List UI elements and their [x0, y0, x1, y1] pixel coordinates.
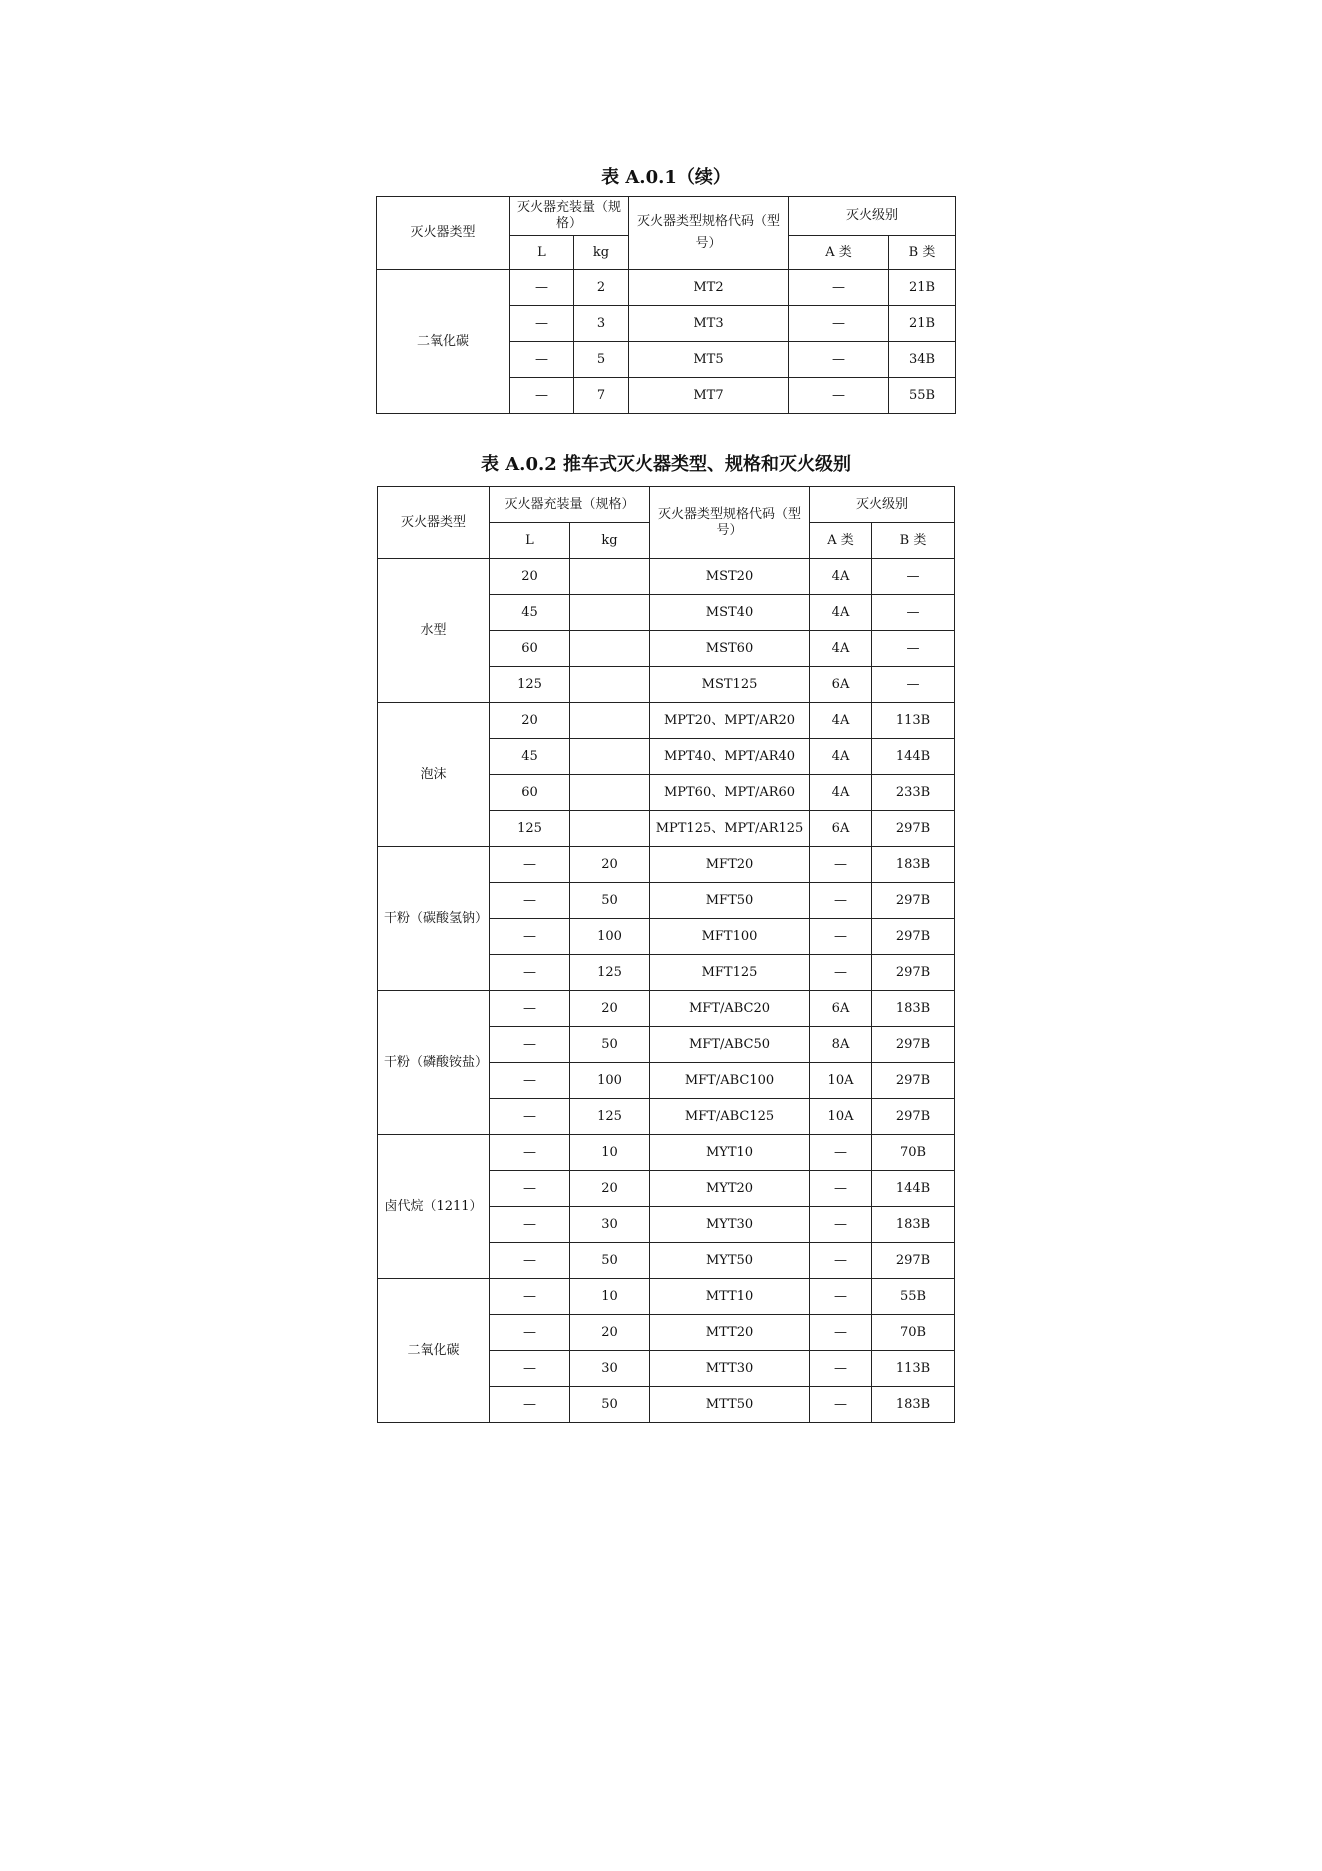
table-cell-l: — — [490, 847, 570, 883]
table-cell-l: — — [510, 342, 574, 378]
table-cell-b: — — [872, 559, 955, 595]
table-cell-code: MFT20 — [650, 847, 810, 883]
table-cell-kg: 125 — [570, 1099, 650, 1135]
table1-header-l: L — [510, 236, 574, 270]
table2-group-type: 干粉（磷酸铵盐） — [378, 991, 490, 1135]
table-cell-l: — — [510, 306, 574, 342]
table-cell-l: — — [510, 270, 574, 306]
table-cell-a: — — [810, 1171, 872, 1207]
table-cell-kg — [570, 631, 650, 667]
table-cell-a: 4A — [810, 631, 872, 667]
table-cell-l: — — [490, 883, 570, 919]
table-cell-a: 10A — [810, 1063, 872, 1099]
table-cell-l: 125 — [490, 667, 570, 703]
table-cell-code: MFT125 — [650, 955, 810, 991]
table-cell-b: 144B — [872, 1171, 955, 1207]
table-row — [378, 1135, 955, 1171]
table-cell-l: — — [490, 919, 570, 955]
table-cell-code: MST40 — [650, 595, 810, 631]
table-cell-kg: 20 — [570, 1171, 650, 1207]
table-cell-code: MST125 — [650, 667, 810, 703]
table-cell-code: MYT50 — [650, 1243, 810, 1279]
table-cell-b: — — [872, 667, 955, 703]
table-cell-a: — — [810, 1243, 872, 1279]
table-cell-kg: 30 — [570, 1207, 650, 1243]
table-cell-kg: 5 — [574, 342, 629, 378]
table2-header-rating: 灭火级别 — [810, 487, 955, 523]
table-cell-a: — — [810, 1387, 872, 1423]
table1-header-capacity: 灭火器充装量（规格） — [510, 197, 629, 236]
table-cell-kg: 20 — [570, 847, 650, 883]
table-cell-b: — — [872, 595, 955, 631]
table2-header-a: A 类 — [810, 523, 872, 559]
table-cell-code: MPT125、MPT/AR125 — [650, 811, 810, 847]
table-cell-a: — — [789, 342, 889, 378]
table-cell-code: MT2 — [629, 270, 789, 306]
table-cell-kg: 20 — [570, 991, 650, 1027]
table-cell-code: MYT10 — [650, 1135, 810, 1171]
table-cell-b: 297B — [872, 1027, 955, 1063]
table-cell-kg — [570, 811, 650, 847]
table-cell-code: MT5 — [629, 342, 789, 378]
table-cell-kg: 50 — [570, 1387, 650, 1423]
table-cell-l: 45 — [490, 739, 570, 775]
table-cell-l: — — [490, 1027, 570, 1063]
table-cell-l: 125 — [490, 811, 570, 847]
table-cell-a: — — [810, 919, 872, 955]
table-cell-a: 10A — [810, 1099, 872, 1135]
table-cell-code: MST60 — [650, 631, 810, 667]
table-cell-code: MFT100 — [650, 919, 810, 955]
table-cell-kg: 100 — [570, 1063, 650, 1099]
table-cell-kg: 10 — [570, 1135, 650, 1171]
table-cell-kg — [570, 703, 650, 739]
table-cell-a: 4A — [810, 559, 872, 595]
table1-caption: 表 A.0.1（续） — [601, 167, 731, 188]
table-cell-l: 20 — [490, 559, 570, 595]
table2-group-type: 泡沫 — [378, 703, 490, 847]
table-cell-code: MFT/ABC100 — [650, 1063, 810, 1099]
table-cell-kg: 2 — [574, 270, 629, 306]
table-cell-code: MFT/ABC125 — [650, 1099, 810, 1135]
table-cell-kg: 100 — [570, 919, 650, 955]
table-cell-a: — — [810, 1135, 872, 1171]
table-cell-code: MPT60、MPT/AR60 — [650, 775, 810, 811]
table-cell-b: 297B — [872, 955, 955, 991]
table-cell-a: — — [810, 1315, 872, 1351]
table-cell-b: 297B — [872, 811, 955, 847]
table-cell-a: 4A — [810, 739, 872, 775]
table2-group-type: 二氧化碳 — [378, 1279, 490, 1423]
table2-group-type: 水型 — [378, 559, 490, 703]
table-cell-kg: 3 — [574, 306, 629, 342]
table-cell-code: MFT50 — [650, 883, 810, 919]
table-row — [378, 1279, 955, 1315]
table2-header-kg: kg — [570, 523, 650, 559]
table-cell-b: 183B — [872, 991, 955, 1027]
table-cell-kg: 10 — [570, 1279, 650, 1315]
table-cell-b: 113B — [872, 703, 955, 739]
table-cell-a: — — [810, 883, 872, 919]
table-cell-kg: 125 — [570, 955, 650, 991]
table-cell-a: — — [810, 847, 872, 883]
table-cell-a: 6A — [810, 667, 872, 703]
table-cell-a: — — [789, 270, 889, 306]
table-row — [378, 559, 955, 595]
table2-body — [378, 559, 955, 1423]
table-cell-l: — — [490, 1135, 570, 1171]
table-cell-a: — — [810, 1207, 872, 1243]
table-cell-a: — — [789, 378, 889, 414]
table-cell-b: 55B — [872, 1279, 955, 1315]
table-cell-kg — [570, 559, 650, 595]
table1-header-kg: kg — [574, 236, 629, 270]
table2-header-b: B 类 — [872, 523, 955, 559]
table-cell-l: — — [490, 991, 570, 1027]
table-cell-b: 183B — [872, 1207, 955, 1243]
table-cell-l: — — [490, 1171, 570, 1207]
table2-header-l: L — [490, 523, 570, 559]
table-row — [378, 703, 955, 739]
table-cell-a: — — [810, 1351, 872, 1387]
table-cell-kg — [570, 739, 650, 775]
table-cell-l: 60 — [490, 775, 570, 811]
table1-header-a: A 类 — [789, 236, 889, 270]
table-cell-a: — — [810, 1279, 872, 1315]
table-cell-b: 21B — [889, 270, 956, 306]
table-cell-code: MFT/ABC50 — [650, 1027, 810, 1063]
table-cell-l: — — [490, 1243, 570, 1279]
table-cell-a: 4A — [810, 703, 872, 739]
table-cell-l: — — [490, 1063, 570, 1099]
table2-caption: 表 A.0.2 推车式灭火器类型、规格和灭火级别 — [480, 454, 852, 475]
table-cell-l: — — [490, 1099, 570, 1135]
table-cell-l: — — [490, 1387, 570, 1423]
table-cell-kg: 50 — [570, 1027, 650, 1063]
table-cell-a: — — [789, 306, 889, 342]
table-cell-code: MTT30 — [650, 1351, 810, 1387]
table-cell-l: 45 — [490, 595, 570, 631]
table-row — [378, 991, 955, 1027]
table-cell-code: MYT30 — [650, 1207, 810, 1243]
table-cell-b: 70B — [872, 1315, 955, 1351]
table-cell-l: — — [490, 1279, 570, 1315]
table-cell-code: MTT20 — [650, 1315, 810, 1351]
table-cell-b: 55B — [889, 378, 956, 414]
table-cell-code: MT3 — [629, 306, 789, 342]
table-cell-l: 20 — [490, 703, 570, 739]
table-cell-code: MT7 — [629, 378, 789, 414]
table-cell-code: MTT50 — [650, 1387, 810, 1423]
table-cell-b: 297B — [872, 919, 955, 955]
table-cell-a: 4A — [810, 595, 872, 631]
table-row — [378, 847, 955, 883]
table-cell-l: — — [490, 955, 570, 991]
table-cell-b: 297B — [872, 1243, 955, 1279]
table-cell-b: 34B — [889, 342, 956, 378]
table-cell-kg — [570, 667, 650, 703]
table1-group-type: 二氧化碳 — [377, 270, 510, 414]
table-cell-kg: 20 — [570, 1315, 650, 1351]
table2-group-type: 卤代烷（1211） — [378, 1135, 490, 1279]
table-cell-b: 297B — [872, 883, 955, 919]
table-cell-l: — — [510, 378, 574, 414]
table-cell-b: 297B — [872, 1099, 955, 1135]
table1-header-type: 灭火器类型 — [377, 197, 510, 270]
table-cell-code: MFT/ABC20 — [650, 991, 810, 1027]
table2-group-type: 干粉（碳酸氢钠） — [378, 847, 490, 991]
table-cell-code: MTT10 — [650, 1279, 810, 1315]
table-cell-l: — — [490, 1207, 570, 1243]
table-cell-a: 4A — [810, 775, 872, 811]
table-cell-b: 21B — [889, 306, 956, 342]
table2-header-capacity: 灭火器充装量（规格） — [490, 487, 650, 523]
table2-header-code: 灭火器类型规格代码（型号） — [650, 487, 810, 559]
table-cell-code: MPT20、MPT/AR20 — [650, 703, 810, 739]
table-cell-code: MPT40、MPT/AR40 — [650, 739, 810, 775]
table-cell-l: — — [490, 1351, 570, 1387]
table-cell-l: 60 — [490, 631, 570, 667]
table-cell-a: — — [810, 955, 872, 991]
table-cell-kg — [570, 775, 650, 811]
table-cell-kg: 30 — [570, 1351, 650, 1387]
table-cell-b: 297B — [872, 1063, 955, 1099]
table-cell-code: MST20 — [650, 559, 810, 595]
table1-header-b: B 类 — [889, 236, 956, 270]
table-cell-a: 6A — [810, 811, 872, 847]
table-cell-l: — — [490, 1315, 570, 1351]
table-cell-b: 183B — [872, 1387, 955, 1423]
table1-header-code: 灭火器类型规格代码（型号） — [629, 197, 789, 270]
table-cell-a: 8A — [810, 1027, 872, 1063]
table-cell-b: 183B — [872, 847, 955, 883]
table-cell-b: 144B — [872, 739, 955, 775]
table1-header-rating: 灭火级别 — [789, 197, 956, 236]
table-cell-b: 70B — [872, 1135, 955, 1171]
table2-header-type: 灭火器类型 — [378, 487, 490, 559]
table-cell-kg — [570, 595, 650, 631]
table-cell-b: 113B — [872, 1351, 955, 1387]
table-cell-kg: 7 — [574, 378, 629, 414]
table-cell-kg: 50 — [570, 1243, 650, 1279]
table2 — [377, 486, 955, 1423]
table-cell-kg: 50 — [570, 883, 650, 919]
table-cell-code: MYT20 — [650, 1171, 810, 1207]
table1 — [376, 196, 956, 414]
table-cell-b: 233B — [872, 775, 955, 811]
table-cell-b: — — [872, 631, 955, 667]
table-cell-a: 6A — [810, 991, 872, 1027]
